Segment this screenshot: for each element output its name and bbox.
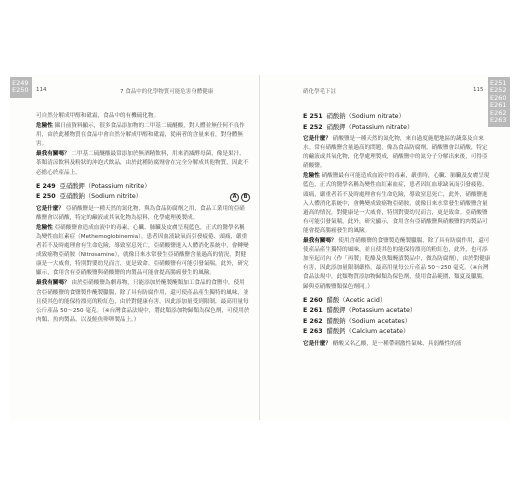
ecode-name: 硝酸鉀（Potassium nitrate） xyxy=(326,123,414,131)
paragraph-label: 危險性 xyxy=(303,173,320,180)
paragraph xyxy=(303,135,491,171)
ecode-number: E 250 xyxy=(36,193,56,201)
paragraph xyxy=(303,237,491,292)
paragraph-text: 由於亞硝酸鹽為劇毒物，只能添加於醃製醃類加工食品的食鹽中，使用含亞硝酸鹽的食鹽製作醃製臘腸，除了具有防腐作用，還可使產品產生獨特的風味，並且使其色的能保持漂亮的粉紅色，由於對健康有害，因此添加量受到限制，最高用量每公斤產品 50～250 毫克。（※台灣食品法規中，將此類添加物歸類為保色劑，可使用於肉類、魚肉製品，以及鮭魚卵卵製品上。） xyxy=(36,280,250,323)
paragraph xyxy=(36,224,250,279)
ecode-name: 醋酸鉀（Potassium acetate） xyxy=(326,307,417,315)
tab-code: E261 xyxy=(490,101,507,110)
tab-code: E260 xyxy=(490,93,507,102)
tab-code: E251 xyxy=(490,79,507,87)
paragraph xyxy=(303,172,491,236)
paragraph-text: 攝日前資料顯示，很多食品添加物的二甲基二硫醚酸，對人體並無任何不良作用，由於此種物質在食品中會自然分解成甲醇和砒霜，從兩者的含量來看，對身體無害。 xyxy=(36,123,245,148)
paragraph xyxy=(36,205,250,223)
paragraph-text: 亞硝酸鹽會造成血液中的毒素，心臟、肺臟及皮膚呈現藍色，正式的醫學名稱為變性血紅素症（Methemoglobinemia）。患者因血液缺氧而引發疲倦、頭痛，嚴重者若不及時處理會有生命危險，導致窒息死亡。亞硝酸鹽進入人體消化系統中，會轉變成致癌物亞硝胺（Nitrosamine），就像日來水常發生亞硝酸鹽含量過高的情況，對健康是一大威脅，特別對嬰幼兒而言，更是致命。亞硝酸鹽有可能引發氣喘，此外，研究顯示，食用含有亞硝酸鹽與硝酸鹽的肉製品可能會提高腸癌發生的風險。 xyxy=(36,224,249,277)
ecode-name: 醋酸（Acetic acid） xyxy=(326,296,387,304)
ecode-entry xyxy=(303,306,491,317)
paragraph xyxy=(36,279,250,324)
ecode-name: 醋酸鈉（Sodium acetates） xyxy=(326,317,411,325)
paragraph-label: 危險性 xyxy=(36,123,53,130)
right-page-content xyxy=(303,112,491,350)
paragraph-label: 它是什麼？ xyxy=(303,136,331,142)
page-number: 114 xyxy=(36,87,47,93)
paragraph-text: 硝酸鹽是一種天然的氮化物，來自過度施肥地區的蔬菜及自來水。常有硝酸鹽含量過高的問題，像為食品防腐劑，硝酸鹽會以硝酸，特定的鹼液或其氧化物，化學處理製成，硝酸鹽中的氮分子分解出來後，可得亞硝酸鹽。 xyxy=(303,136,488,170)
paragraph xyxy=(303,340,491,349)
tab-code: E262 xyxy=(490,108,507,117)
ecode-number: E 263 xyxy=(303,328,323,336)
ecode-entry xyxy=(303,327,491,338)
ecode-name: 亞硝酸鈉（Sodium nitrite） xyxy=(59,193,143,201)
paragraph-label: 它是什麼？ xyxy=(36,205,64,212)
paragraph-label: 最我有關嗎？ xyxy=(303,238,337,245)
paragraph-text: 醋酸又名乙酸，是一種帶刺激性氣味、具弱酸性的液 xyxy=(332,340,462,347)
paragraph-label: 危險性 xyxy=(36,224,53,231)
running-head: 7 食品中的化學物質可能危害身體健康 xyxy=(120,89,214,95)
paragraph xyxy=(36,122,250,149)
paragraph-label: 最我有關嗎？ xyxy=(36,280,70,287)
book-spread xyxy=(10,75,510,420)
page-number: 115 xyxy=(473,87,484,93)
ecode-number: E 252 xyxy=(303,123,323,131)
paragraph-text: 可自然分解成甲醇和砒霜，食品中的有機硫化物。 xyxy=(36,113,160,119)
paragraph xyxy=(36,112,250,121)
ecode-entry xyxy=(36,192,250,203)
left-page-tab xyxy=(10,77,32,98)
ecode-number: E 262 xyxy=(303,317,323,325)
paragraph-label: 它是什麼？ xyxy=(303,340,331,347)
ecode-list xyxy=(303,112,491,133)
paragraph-label: 最我有關嗎？ xyxy=(36,151,70,158)
ecode-list xyxy=(36,182,250,203)
ecode-list xyxy=(303,296,491,338)
ecode-entry xyxy=(303,317,491,328)
paragraph xyxy=(36,150,250,177)
badge-icon: A xyxy=(230,193,239,202)
left-page xyxy=(10,75,260,420)
right-page xyxy=(261,75,510,420)
ecode-entry xyxy=(303,123,491,134)
tab-code: E250 xyxy=(12,86,29,95)
right-page-tab xyxy=(488,77,510,127)
ecode-number: E 251 xyxy=(303,113,323,120)
ecode-name: 硝酸鈉（Sodium nitrate） xyxy=(326,113,405,120)
tab-code: E252 xyxy=(490,86,507,95)
paragraph-text: 使用含硝酸鹽的食鹽製造醃製臘腸，除了具有防腐作用，還可使產品產生獨特的風味，並且使其色的能保持漂亮的粉紅色，此外，也可添加至起司內（作「再製」乾酪及魚類醃漬製品中，做為防腐劑），由於對健康有害，因此添加量限制嚴格，最高用量每公斤產品 50～250 毫克。（※台灣食品法規中，此類物質添加物歸類為保色劑，使用食品範圍，類夏及臘腸，歸與亞硝酸鹽類保色劑同。） xyxy=(303,238,491,290)
ecode-name: 醋酸鈣（Calcium acetate） xyxy=(326,328,410,336)
left-page-content xyxy=(36,112,250,326)
ecode-entry xyxy=(303,112,491,123)
ecode-number: E 261 xyxy=(303,307,323,315)
warning-badges xyxy=(230,193,250,202)
running-head: 硝化學毛下註 xyxy=(303,89,337,95)
paragraph-text: 二甲基二硫醚酸最常添加於無酒精飲料，用來消滅酵母菌，像是果汁、茶類清涼飲料及粉狀的沖泡式飲品，由於此種防腐劑會在完全分解成其他物質，因此不必擔心於產品上。 xyxy=(36,151,249,176)
ecode-number: E 249 xyxy=(36,182,56,190)
ecode-entry xyxy=(36,182,250,193)
paragraph-text: 硝酸鹽最有可能造成血液中的毒素，嚴重時，心臟、肺臟及皮膚呈現藍色，正式的醫學名稱為變性血紅素血症，患者因紅血球缺氧而引發疲倦、頭痛，嚴重者若不及時處理會有生命危險，導致窒息死亡，此外，硝酸鹽進入人體消化系統中，會轉變成致癌物亞硝胺，就像日來水常發生硝酸鹽含量過高的情況，對健康是一大威脅，特別對嬰幼兒而言，更是致命。亞硝酸鹽有可能引發氣喘，此外，研究顯示，食用含有亞硝酸鹽與硝酸鹽的肉製品可能會提高腸癌發生的風險。 xyxy=(303,173,490,234)
ecode-number: E 260 xyxy=(303,296,323,304)
tab-code: E249 xyxy=(12,79,29,87)
badge-icon: B xyxy=(241,193,250,202)
paragraph-text: 亞硝酸鹽是一種天然的氮化物，與為食品防腐劑之用，食品工業用的亞硝酸鹽會以硝酸，特定的鹼液或其氧化物為原料，化學處理後製成。 xyxy=(36,205,245,221)
tab-code: E263 xyxy=(490,116,507,125)
ecode-entry xyxy=(303,296,491,307)
ecode-name: 亞硝酸鉀（Potassium nitrite） xyxy=(59,182,151,190)
